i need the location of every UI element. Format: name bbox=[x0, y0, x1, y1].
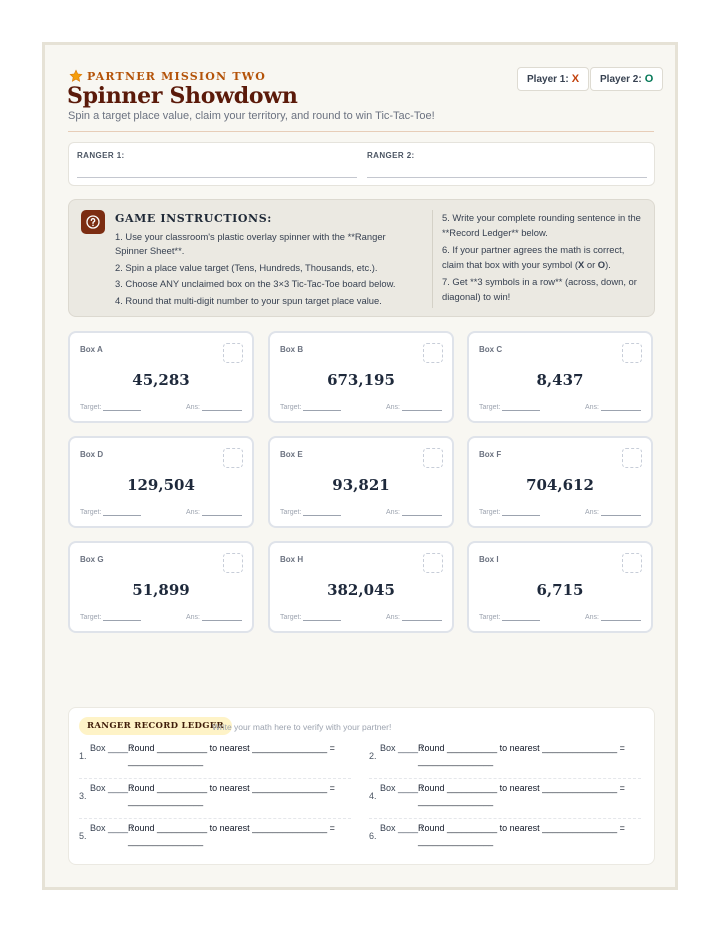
board-cell[interactable] bbox=[268, 331, 454, 423]
answer-write-line[interactable] bbox=[601, 508, 641, 516]
ledger-entry[interactable] bbox=[369, 782, 641, 812]
player1-label: Player 1: bbox=[527, 73, 569, 85]
ranger1-field[interactable] bbox=[77, 151, 125, 160]
player2-badge bbox=[590, 67, 663, 91]
instructions-divider bbox=[432, 210, 433, 308]
entry-box-field[interactable]: Box ____ : bbox=[90, 783, 134, 793]
entry-divider bbox=[79, 778, 351, 779]
cell-label: Box H bbox=[280, 555, 304, 564]
instruction-step: 7. Get **3 symbols in a row** (across, down, or diagonal) to win! bbox=[442, 276, 637, 302]
answer-label: Ans: bbox=[386, 614, 401, 621]
cell-number: 8,437 bbox=[536, 371, 584, 389]
player2-label: Player 2: bbox=[600, 73, 642, 85]
step6-end: ). bbox=[605, 259, 611, 270]
instruction-step: 2. Spin a place value target (Tens, Hundreds, Thousands, etc.). bbox=[115, 261, 378, 273]
cell-answer[interactable] bbox=[186, 613, 242, 621]
cell-label: Box G bbox=[80, 555, 104, 564]
mission-label: PARTNER MISSION TWO bbox=[87, 69, 267, 83]
answer-label: Ans: bbox=[186, 509, 201, 516]
board-cell[interactable] bbox=[467, 436, 653, 528]
ledger-hint: Write your math here to verify with your partner! bbox=[212, 722, 392, 732]
answer-label: Ans: bbox=[585, 509, 600, 516]
entry-number: 6. bbox=[369, 831, 377, 841]
step6-text: 6. If your partner agrees the math is correct, claim that box with your symbol ( bbox=[442, 244, 625, 270]
answer-write-line[interactable] bbox=[202, 403, 242, 411]
cell-number: 6,715 bbox=[536, 581, 584, 599]
target-label: Target: bbox=[280, 509, 302, 516]
claim-box[interactable] bbox=[622, 553, 642, 573]
entry-number: 5. bbox=[79, 831, 87, 841]
instruction-step: 1. Use your classroom's plastic overlay spinner with the **Ranger Spinner Sheet**. bbox=[115, 231, 386, 256]
ranger1-label: RANGER 1: bbox=[77, 151, 125, 160]
ledger-title: RANGER RECORD LEDGER bbox=[79, 717, 232, 735]
target-label: Target: bbox=[280, 614, 302, 621]
claim-box[interactable] bbox=[622, 343, 642, 363]
question-icon bbox=[81, 210, 105, 234]
cell-target[interactable] bbox=[479, 613, 540, 621]
cell-target[interactable] bbox=[80, 508, 141, 516]
target-write-line[interactable] bbox=[103, 613, 141, 621]
target-write-line[interactable] bbox=[103, 508, 141, 516]
ledger-entry[interactable] bbox=[79, 742, 351, 772]
cell-answer[interactable] bbox=[386, 403, 442, 411]
claim-box[interactable] bbox=[423, 343, 443, 363]
entry-number: 1. bbox=[79, 751, 87, 761]
target-label: Target: bbox=[479, 509, 501, 516]
cell-number: 45,283 bbox=[132, 371, 190, 389]
answer-label: Ans: bbox=[186, 614, 201, 621]
entry-sentence[interactable]: Round __________ to nearest _______________ = _______________ bbox=[418, 783, 625, 806]
claim-box[interactable] bbox=[223, 448, 243, 468]
claim-box[interactable] bbox=[223, 553, 243, 573]
entry-divider bbox=[369, 778, 641, 779]
cell-label: Box I bbox=[479, 555, 499, 564]
cell-target[interactable] bbox=[280, 403, 341, 411]
board-cell[interactable] bbox=[68, 331, 254, 423]
cell-label: Box C bbox=[479, 345, 503, 354]
mission-eyebrow bbox=[69, 69, 266, 83]
entry-box-field[interactable]: Box ____ : bbox=[380, 783, 424, 793]
cell-number: 704,612 bbox=[526, 476, 594, 494]
answer-write-line[interactable] bbox=[402, 508, 442, 516]
cell-answer[interactable] bbox=[585, 403, 641, 411]
claim-box[interactable] bbox=[423, 448, 443, 468]
cell-target[interactable] bbox=[280, 613, 341, 621]
step6-x: X bbox=[577, 259, 585, 270]
entry-box-field[interactable]: Box ____ : bbox=[90, 743, 134, 753]
ranger-names-card bbox=[68, 142, 655, 186]
ranger2-label: RANGER 2: bbox=[367, 151, 415, 160]
cell-answer[interactable] bbox=[386, 508, 442, 516]
answer-label: Ans: bbox=[386, 404, 401, 411]
cell-target[interactable] bbox=[479, 403, 540, 411]
entry-box-field[interactable]: Box ____ : bbox=[380, 823, 424, 833]
instruction-step bbox=[442, 242, 642, 272]
cell-label: Box A bbox=[80, 345, 103, 354]
entry-divider bbox=[369, 818, 641, 819]
claim-box[interactable] bbox=[423, 553, 443, 573]
answer-write-line[interactable] bbox=[202, 508, 242, 516]
cell-number: 129,504 bbox=[127, 476, 195, 494]
entry-box-field[interactable]: Box ____ : bbox=[90, 823, 134, 833]
ranger1-write-line[interactable] bbox=[77, 177, 357, 178]
instructions-title: GAME INSTRUCTIONS: bbox=[115, 212, 272, 225]
target-write-line[interactable] bbox=[303, 403, 341, 411]
entry-sentence[interactable]: Round __________ to nearest _______________ = _______________ bbox=[128, 823, 335, 846]
cell-answer[interactable] bbox=[186, 508, 242, 516]
step6-or: or bbox=[584, 259, 598, 270]
entry-number: 4. bbox=[369, 791, 377, 801]
player1-badge bbox=[517, 67, 589, 91]
instruction-step: 3. Choose ANY unclaimed box on the 3×3 Tic-Tac-Toe board below. bbox=[115, 278, 396, 289]
ledger-entry[interactable] bbox=[79, 782, 351, 812]
board-cell[interactable] bbox=[268, 436, 454, 528]
ledger-entry[interactable] bbox=[369, 822, 641, 852]
instruction-step: 4. Round that multi-digit number to your spun target place value. bbox=[115, 294, 382, 306]
cell-number: 51,899 bbox=[132, 581, 190, 599]
board-cell[interactable] bbox=[68, 436, 254, 528]
target-label: Target: bbox=[80, 404, 102, 411]
board-cell[interactable] bbox=[467, 331, 653, 423]
cell-number: 673,195 bbox=[327, 371, 395, 389]
step6-o: O bbox=[597, 259, 606, 270]
cell-target[interactable] bbox=[80, 403, 141, 411]
answer-label: Ans: bbox=[186, 404, 201, 411]
target-write-line[interactable] bbox=[303, 508, 341, 516]
entry-number: 2. bbox=[369, 751, 377, 761]
cell-answer[interactable] bbox=[585, 613, 641, 621]
cell-target[interactable] bbox=[80, 613, 141, 621]
cell-label: Box F bbox=[479, 450, 502, 459]
cell-label: Box B bbox=[280, 345, 304, 354]
answer-label: Ans: bbox=[585, 614, 600, 621]
entry-sentence[interactable]: Round __________ to nearest _______________ = _______________ bbox=[418, 823, 625, 846]
target-write-line[interactable] bbox=[103, 403, 141, 411]
target-label: Target: bbox=[80, 509, 102, 516]
entry-number: 3. bbox=[79, 791, 87, 801]
answer-write-line[interactable] bbox=[202, 613, 242, 621]
cell-label: Box E bbox=[280, 450, 303, 459]
page-title: Spinner Showdown bbox=[67, 83, 298, 109]
player2-symbol: O bbox=[644, 73, 654, 85]
target-write-line[interactable] bbox=[502, 508, 540, 516]
entry-box-field[interactable]: Box ____ : bbox=[380, 743, 424, 753]
cell-target[interactable] bbox=[479, 508, 540, 516]
ranger2-write-line[interactable] bbox=[367, 177, 647, 178]
star-icon bbox=[69, 69, 83, 83]
claim-box[interactable] bbox=[223, 343, 243, 363]
worksheet-page bbox=[42, 42, 678, 890]
target-write-line[interactable] bbox=[502, 403, 540, 411]
instructions-list-left bbox=[115, 230, 405, 310]
instructions-panel bbox=[68, 199, 655, 317]
ledger-entry[interactable] bbox=[369, 742, 641, 772]
entry-sentence[interactable]: Round __________ to nearest _______________ = _______________ bbox=[128, 743, 335, 766]
entry-sentence[interactable]: Round __________ to nearest _______________ = _______________ bbox=[418, 743, 625, 766]
answer-write-line[interactable] bbox=[601, 403, 641, 411]
board-cell[interactable] bbox=[68, 541, 254, 633]
answer-write-line[interactable] bbox=[601, 613, 641, 621]
instruction-step: 5. Write your complete rounding sentence in the **Record Ledger** below. bbox=[442, 212, 641, 238]
header-divider bbox=[68, 131, 654, 132]
entry-sentence[interactable]: Round __________ to nearest _______________ = _______________ bbox=[128, 783, 335, 806]
cell-label: Box D bbox=[80, 450, 104, 459]
target-label: Target: bbox=[80, 614, 102, 621]
target-label: Target: bbox=[479, 404, 501, 411]
record-ledger bbox=[68, 707, 655, 865]
target-write-line[interactable] bbox=[303, 613, 341, 621]
cell-answer[interactable] bbox=[585, 508, 641, 516]
claim-box[interactable] bbox=[622, 448, 642, 468]
cell-target[interactable] bbox=[280, 508, 341, 516]
board-cell[interactable] bbox=[467, 541, 653, 633]
instructions-list-right bbox=[442, 210, 642, 306]
board-cell[interactable] bbox=[268, 541, 454, 633]
page-subtitle: Spin a target place value, claim your territory, and round to win Tic-Tac-Toe! bbox=[68, 110, 435, 122]
cell-number: 382,045 bbox=[327, 581, 395, 599]
target-label: Target: bbox=[280, 404, 302, 411]
player1-symbol: X bbox=[571, 73, 580, 85]
target-write-line[interactable] bbox=[502, 613, 540, 621]
cell-answer[interactable] bbox=[186, 403, 242, 411]
answer-label: Ans: bbox=[386, 509, 401, 516]
answer-label: Ans: bbox=[585, 404, 600, 411]
ledger-entry[interactable] bbox=[79, 822, 351, 852]
target-label: Target: bbox=[479, 614, 501, 621]
answer-write-line[interactable] bbox=[402, 613, 442, 621]
answer-write-line[interactable] bbox=[402, 403, 442, 411]
cell-number: 93,821 bbox=[332, 476, 390, 494]
entry-divider bbox=[79, 818, 351, 819]
cell-answer[interactable] bbox=[386, 613, 442, 621]
ranger2-field[interactable] bbox=[367, 151, 415, 160]
